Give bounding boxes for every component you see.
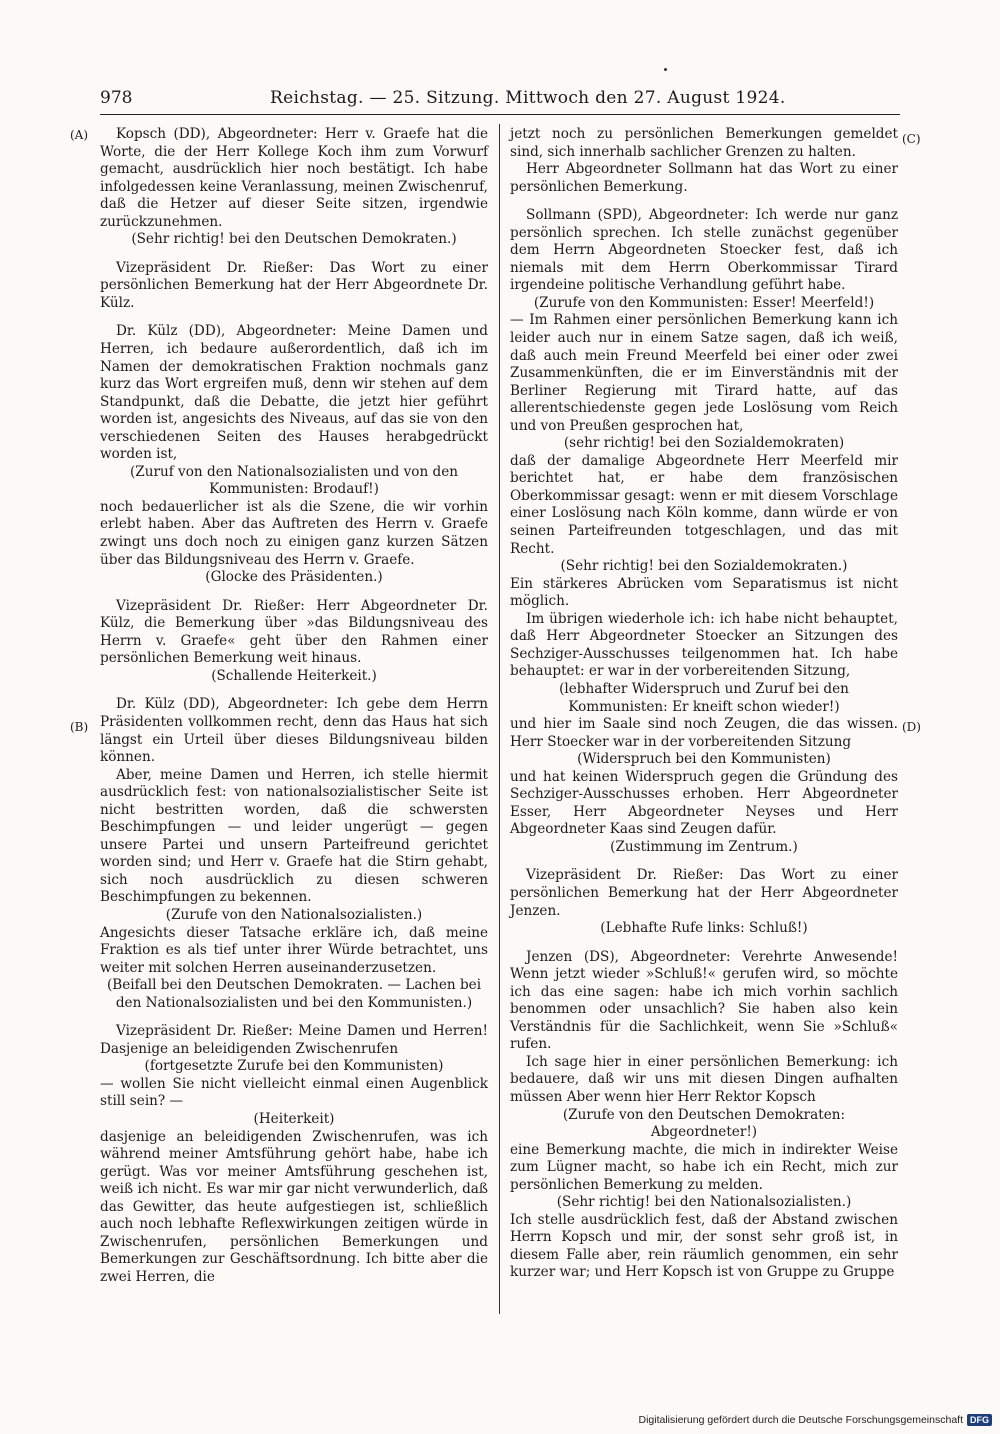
paragraph: Vizepräsident Dr. Rießer: Das Wort zu einer persönlichen Bemerkung hat der Herr Abgeordneter Jenzen. (510, 867, 898, 919)
digitization-footer (638, 1414, 992, 1426)
interjection: (Schallende Heiterkeit.) (211, 667, 377, 684)
margin-marker-c: (C) (902, 132, 921, 146)
interjection: (Zurufe von den Nationalsozialisten.) (165, 906, 423, 923)
page-number: 978 (100, 88, 133, 108)
paragraph: Ich stelle ausdrücklich fest, daß der Abstand zwischen Herrn Kopsch und mir, der sonst sehr groß ist, in diesem Falle aber, rein räumlich genommen, ein sehr kurzer war; und Herr Kopsch ist von Gruppe zu Gruppe (510, 1211, 898, 1281)
page-header (100, 88, 900, 115)
interjection: (lebhafter Widerspruch und Zuruf bei den Kommunisten: Er kneift schon wieder!) (559, 680, 849, 715)
paragraph: Aber, meine Damen und Herren, ich stelle hiermit ausdrücklich fest: von nationalsozialistischer Seite ist nicht bestritten worden, daß die schwersten Beschimpfungen — und leider ungerügt — gegen unsere Partei und unsern Parteifreund gerichtet worden sind; und Herr v. Graefe hat die Stirn gehabt, sich noch ausdrücklich zu diesen schweren Beschimpfungen zu bekennen. (100, 766, 488, 906)
left-column (100, 126, 488, 1286)
interjection: (Zurufe von den Kommunisten: Esser! Meerfeld!) (533, 294, 875, 311)
paragraph: Herr Abgeordneter Sollmann hat das Wort zu einer persönlichen Bemerkung. (510, 161, 898, 195)
paragraph: Vizepräsident Dr. Rießer: Meine Damen und Herren! Dasjenige an beleidigenden Zwischenrufen (100, 1023, 488, 1057)
interjection: (Sehr richtig! bei den Sozialdemokraten.) (560, 558, 848, 575)
interjection: (Beifall bei den Deutschen Demokraten. — Lachen bei den Nationalsozialisten und bei den Kommunisten.) (106, 977, 482, 1011)
paragraph: Ich sage hier in einer persönlichen Bemerkung: ich bedauere, daß wir uns mit diesen Dingen aufhalten müssen Aber wenn hier Herr Rektor Kopsch (510, 1053, 898, 1105)
dfg-logo: DFG (967, 1414, 992, 1426)
paragraph: und hier im Saale sind noch Zeugen, die das wissen. Herr Stoecker war in der vorbereitenden Sitzung (510, 716, 898, 750)
margin-marker-a: (A) (70, 128, 89, 142)
interjection: (Zuruf von den Nationalsozialisten und von den Kommunisten: Brodauf!) (129, 463, 459, 498)
paragraph: Im übrigen wiederhole ich: ich habe nicht behauptet, daß Herr Abgeordneter Stoecker an Sitzungen des Sechziger-Ausschusses teilgenommen hat. Ich habe behauptet: er war in der vorbereitenden Sitzung, (510, 610, 898, 680)
column-divider (499, 124, 500, 1314)
paragraph: jetzt noch zu persönlichen Bemerkungen gemeldet sind, sich innerhalb sachlicher Grenzen zu halten. (510, 126, 898, 160)
paragraph: Ein stärkeres Abrücken vom Separatismus ist nicht möglich. (510, 575, 898, 610)
paragraph: Sollmann (SPD), Abgeordneter: Ich werde nur ganz persönlich sprechen. Ich stelle zunächst gegenüber dem Herrn Abgeordneten Stoecker fest, daß ich niemals mit dem Herrn Oberkommissar Tirard irgendeine politische Verhandlung geführt habe. (510, 207, 898, 294)
paragraph: Vizepräsident Dr. Rießer: Das Wort zu einer persönlichen Bemerkung hat der Herr Abgeordnete Dr. Külz. (100, 259, 488, 311)
margin-marker-b: (B) (70, 720, 89, 734)
interjection: (Zurufe von den Deutschen Demokraten: Abgeordneter!) (562, 1106, 846, 1141)
paragraph: eine Bemerkung machte, die mich in indirekter Weise zum Lügner macht, so habe ich ein Recht, mich zur persönlichen Bemerkung zu melden. (510, 1141, 898, 1193)
paragraph: noch bedauerlicher ist als die Szene, die wir vorhin erlebt haben. Aber das Auftreten des Herrn v. Graefe zwingt uns doch noch zu einigen ganz kurzen Sätzen über das Bildungsniveau des Herrn v. Graefe. (100, 498, 488, 568)
paragraph: — wollen Sie nicht vielleicht einmal einen Augenblick still sein? — (100, 1075, 488, 1110)
paragraph: — Im Rahmen einer persönlichen Bemerkung kann ich leider auch nur in einem Satze sagen, daß ich weiß, daß auch mein Freund Meerfeld bei einer oder zwei Zusammenkünften, die er im Einverständnis mit der Berliner Regierung mit Tirard hatte, auf das allerentschiedenste gegen jede Loslösung vom Reich und von Preußen gesprochen hat, (510, 312, 898, 434)
paragraph: Kopsch (DD), Abgeordneter: Herr v. Graefe hat die Worte, die der Herr Kollege Koch ihm zum Vorwurf gemacht, ausdrücklich hier noch bestätigt. Ich habe infolgedessen keine Veranlassung, meinen Zwischenruf, daß die Hetzer auf dieser Seite sitzen, irgendwie zurückzunehmen. (100, 126, 488, 230)
paragraph: Angesichts dieser Tatsache erkläre ich, daß meine Fraktion es als tief unter ihrer Würde betrachtet, uns weiter mit solchen Herren auseinanderzusetzen. (100, 924, 488, 976)
running-head: Reichstag. — 25. Sitzung. Mittwoch den 27. August 1924. (270, 88, 786, 108)
paragraph: und hat keinen Widerspruch gegen die Gründung des Sechziger-Ausschusses erhoben. Herr Abgeordneter Esser, Herr Abgeordneter Neyses und Herr Abgeordneter Kaas sind Zeugen dafür. (510, 768, 898, 838)
interjection: (Lebhafte Rufe links: Schluß!) (600, 920, 808, 937)
paragraph: Dr. Külz (DD), Abgeordneter: Meine Damen und Herren, ich bedaure außerordentlich, daß ich im Namen der demokratischen Fraktion nochmals ganz kurz das Wort ergreifen muß, denn wir stehen auf dem Standpunkt, daß die Debatte, die jetzt hier geführt worden ist, angesichts des Niveaus, auf das sie von den verschiedenen Seiten des Hauses herabgedrückt worden ist, (100, 323, 488, 463)
right-column (510, 126, 898, 1282)
paragraph: Jenzen (DS), Abgeordneter: Verehrte Anwesende! Wenn jetzt wieder »Schluß!« gerufen wird, so möchte ich das eine sagen: habe ich mich vorhin sachlich benommen oder unsachlich? Sie haben also kein Verständnis für die Sachlichkeit, wenn Sie »Schluß« rufen. (510, 948, 898, 1053)
interjection: (Glocke des Präsidenten.) (205, 569, 383, 586)
interjection: (Heiterkeit) (253, 1110, 335, 1127)
footer-text: Digitalisierung gefördert durch die Deutsche Forschungsgemeinschaft (638, 1414, 963, 1426)
paragraph: Dr. Külz (DD), Abgeordneter: Ich gebe dem Herrn Präsidenten vollkommen recht, denn das Haus hat sich längst ein Urteil über dieses Bildungsniveau bilden können. (100, 696, 488, 766)
paragraph: dasjenige an beleidigenden Zwischenrufen, was ich während meiner Amtsführung gehört habe, habe ich gerügt. Was vor meiner Amtsführung geschehen ist, weiß ich nicht. Es war mir gar nicht verwunderlich, daß das Gewitter, das heute aufgestiegen ist, schließlich auch noch lebhafte Reflexwirkungen zeitigen würde in Zwischenrufen, persönlichen Bemerkungen und Bemerkungen zur Geschäftsordnung. Ich bitte aber die zwei Herren, die (100, 1128, 488, 1285)
interjection: (Sehr richtig! bei den Deutschen Demokraten.) (131, 231, 457, 248)
interjection: (Sehr richtig! bei den Nationalsozialisten.) (556, 1194, 852, 1211)
print-speck (664, 68, 667, 71)
paragraph: daß der damalige Abgeordnete Herr Meerfeld mir berichtet hat, er habe dem französischen Oberkommissar gesagt: wenn er mit diesem Vorschlage einer Loslösung nach Köln komme, dann würde er von seinen Parteifreunden totgeschlagen, und das mit Recht. (510, 452, 898, 557)
margin-marker-d: (D) (902, 720, 921, 734)
interjection: (Zustimmung im Zentrum.) (610, 838, 798, 855)
paragraph: Vizepräsident Dr. Rießer: Herr Abgeordneter Dr. Külz, die Bemerkung über »das Bildungsniveau des Herrn v. Graefe« geht über den Rahmen einer persönlichen Bemerkung weit hinaus. (100, 597, 488, 667)
interjection: (fortgesetzte Zurufe bei den Kommunisten) (144, 1058, 444, 1075)
interjection: (sehr richtig! bei den Sozialdemokraten) (563, 435, 845, 452)
interjection: (Widerspruch bei den Kommunisten) (577, 751, 831, 768)
